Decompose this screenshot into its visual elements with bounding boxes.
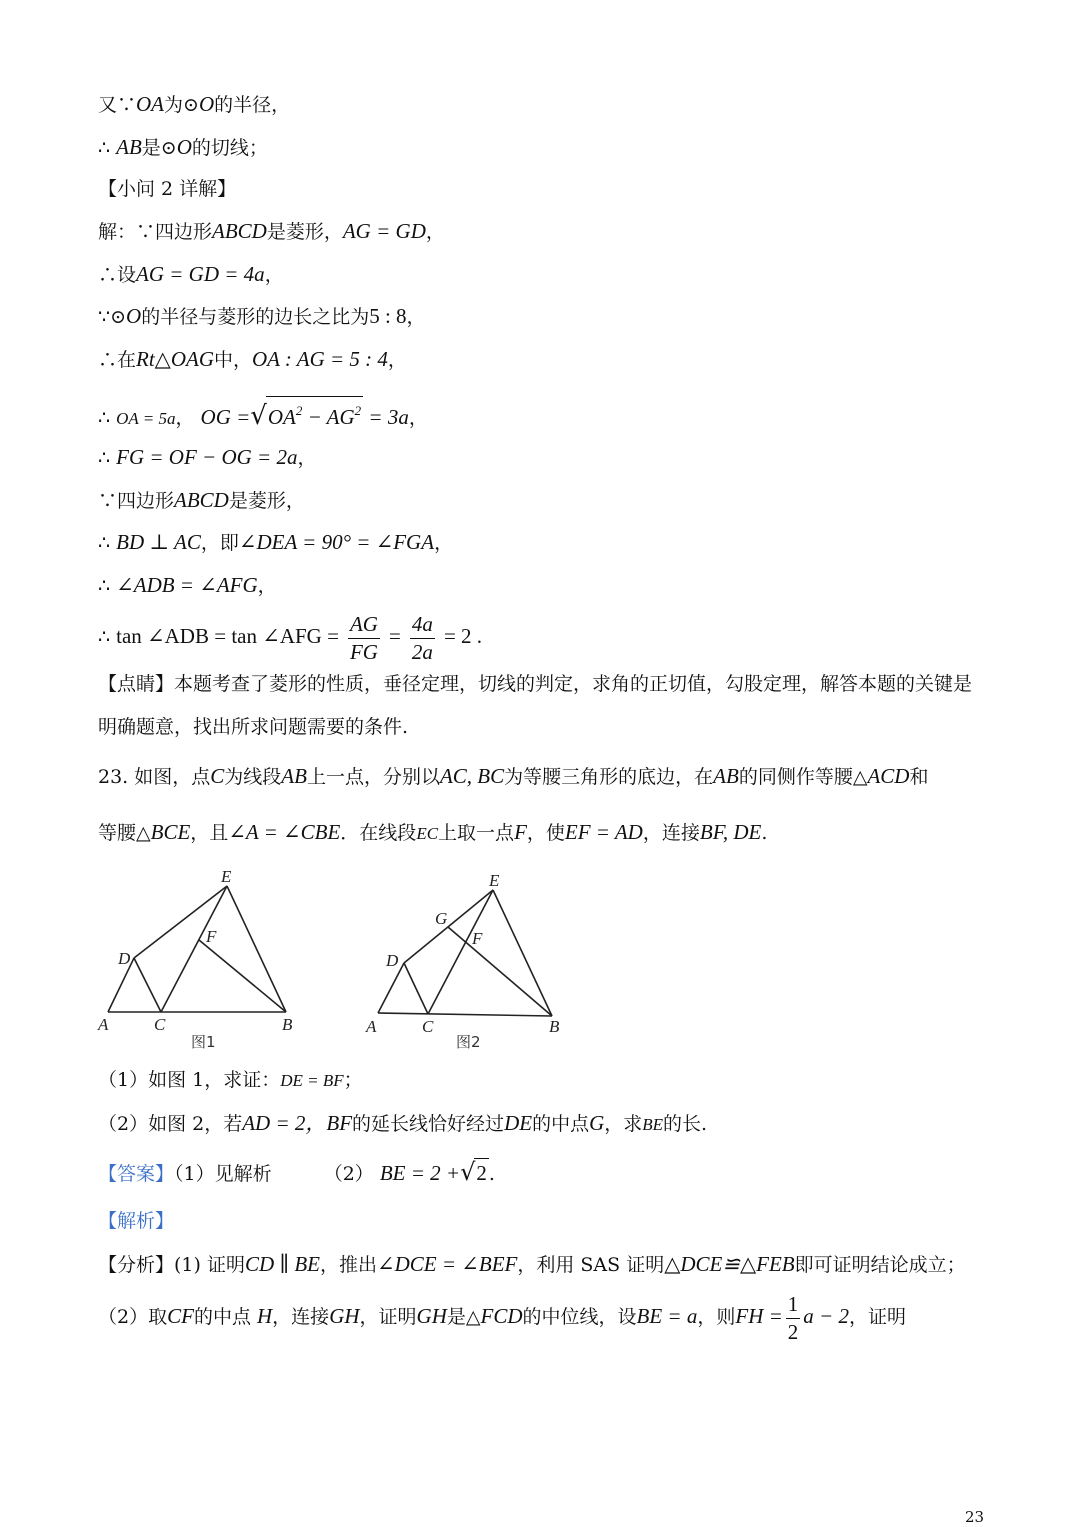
math: AB [713,764,739,788]
analysis-line [98,1288,906,1346]
text: ，证明 [848,1306,906,1328]
math: EC [416,824,439,843]
label-f: F [206,927,217,946]
text: 明确题意，找出所求问题需要的条件. [98,716,409,738]
text: 即可证明结论成立； [794,1254,966,1276]
text: ， [297,447,317,469]
label-c: C [422,1017,434,1036]
math: = [389,624,401,648]
text: ， [434,532,454,554]
text: 23. 如图，点 [98,766,211,788]
math: C [210,764,225,788]
math: AB [281,764,307,788]
text: ∴ [98,575,111,597]
text: 【分析】(1) 证明 [98,1254,245,1276]
numerator: 4a [410,611,435,639]
numerator: 1 [786,1291,801,1319]
text: 是菱形， [228,490,305,512]
label-d: D [118,949,131,968]
math: OA [267,405,296,429]
analysis-line [98,1250,966,1279]
label-e: E [221,867,232,886]
text: ∴在 [98,349,137,371]
math: O [176,135,192,159]
text: 的半径与菱形的边长之比为 [141,306,370,328]
text: ，推出 [320,1254,378,1276]
text: ．在线段 [340,822,417,844]
math: EF = AD [564,820,643,844]
problem-statement [98,818,767,848]
figure-1 [96,862,306,1037]
text: ，即 [200,532,239,554]
text: ， [406,306,426,328]
text-line [98,217,445,246]
math: AG = GD [342,219,426,243]
figure-2-diagram [362,866,572,1041]
math: BCE [150,820,191,844]
denominator: FG [349,639,378,664]
text: . [488,1163,495,1185]
math: OG = [200,405,251,429]
math: CF [167,1304,194,1328]
math: = 2 . [443,624,483,648]
text: 等腰△ [98,822,151,844]
remark-line [98,670,972,698]
question-2 [98,1109,707,1139]
label-c: C [154,1015,166,1034]
text: ， [175,407,195,429]
label-b: B [282,1015,293,1034]
fraction [786,1291,801,1346]
math: − AG [302,405,355,429]
text: 的切线； [191,137,268,159]
text: 解：∵四边形 [98,221,213,243]
denominator: 2a [411,639,433,664]
text: ， [257,575,277,597]
text: ，且 [190,822,229,844]
numerator: AG [348,611,380,639]
radicand [266,396,363,431]
text: ， [408,407,428,429]
label-d: D [386,951,399,970]
text-line [98,396,428,433]
figure-2 [362,866,572,1041]
math: AG = GD = 4a [136,262,265,286]
math: GH [416,1304,447,1328]
answer-label: 【答案】 [98,1163,175,1185]
math: ACD [867,764,910,788]
text: （1）见解析 [174,1163,272,1185]
text-line [98,133,268,162]
sqrt-icon: √ [460,1158,476,1186]
math: H [257,1304,273,1328]
math: ∠A = ∠CBE [228,820,341,844]
math: ABCD [174,488,229,512]
math: = 3a [363,405,409,429]
text: 的半径， [214,94,291,116]
remark-line [98,713,408,741]
math: BE = a [636,1304,698,1328]
text: ∴ [98,626,111,648]
text: ∴ [98,447,111,469]
text: ∴设 [98,264,137,286]
math: 2 [354,403,362,418]
text: ，求 [604,1113,643,1135]
text: ， [264,264,284,286]
text-line [98,345,407,374]
page-number: 23 [965,1508,985,1526]
text: ，利用 SAS 证明 [517,1254,665,1276]
text: . [761,822,768,844]
text: ∴ [98,137,111,159]
text: 的中点 [193,1306,251,1328]
math: ABCD [212,219,267,243]
fraction [348,611,380,666]
answer-line [98,1158,495,1188]
math: 2 [295,403,303,418]
math: FH = [735,1304,783,1328]
text: ，连接 [642,822,700,844]
text: ∴ [98,407,111,429]
analysis-heading [98,1207,174,1235]
section-heading [98,175,236,203]
math: O [126,304,142,328]
text: 【点睛】本题考查了菱形的性质，垂径定理，切线的判定，求角的正切值，勾股定理，解答本题的关键是 [98,673,973,695]
math: O [198,92,215,116]
text: （2）取 [98,1306,168,1328]
text-line [98,486,305,515]
math: F [514,820,527,844]
math: AC, BC [439,764,505,788]
math: ∠DEA = 90° = ∠FGA [238,530,435,554]
text: （2）如图 2，若 [98,1113,243,1135]
math: BD ⊥ AC [116,530,201,554]
label-g: G [435,909,448,928]
text: ，则 [697,1306,736,1328]
math: DE [504,1111,533,1135]
label-b: B [549,1017,560,1036]
math: OA = 5a [116,409,176,428]
math: Rt△OAG [136,347,214,371]
math: GH [329,1304,360,1328]
text-line [98,90,290,119]
math: BE = 2 + [379,1161,461,1185]
text: 上一点，分别以 [306,766,440,788]
figure-2-caption: 图2 [456,1033,481,1051]
text: ∵四边形 [98,490,175,512]
math: CD ∥ BE [244,1252,320,1276]
sqrt-icon: √ [250,401,267,431]
analysis-label: 【解析】 [98,1210,175,1232]
text: 上取一点 [438,822,515,844]
math: FG = OF − OG = 2a [116,445,298,469]
text: 的同侧作等腰△ [738,766,868,788]
text: ，连接 [272,1306,330,1328]
fraction [410,611,435,666]
label-e: E [489,871,500,890]
math: OA : AG = 5 : 4 [252,347,388,371]
text: 是△ [446,1306,481,1328]
text: 是菱形， [266,221,343,243]
text: 的长. [663,1113,708,1135]
math: FCD [480,1304,523,1328]
math: ∠DCE = ∠BEF [377,1252,518,1276]
math: ∠ADB = ∠AFG [116,573,258,597]
math: 5 : 8 [369,304,407,328]
text: 的中位线，设 [522,1306,637,1328]
text: （2） [323,1163,374,1185]
text: 为⊙ [164,94,199,116]
math: a − 2 [803,1304,849,1328]
math: 2 [474,1158,489,1187]
text: ∵⊙ [98,306,127,328]
text: 为线段 [224,766,282,788]
text: ， [425,221,445,243]
text: 的延长线恰好经过 [352,1113,505,1135]
label-a: A [366,1017,377,1036]
text: ， [387,349,407,371]
text: ∴ [98,532,111,554]
figure-1-diagram [96,862,306,1037]
text: ； [343,1069,363,1091]
math: BE [642,1115,664,1134]
text-line [98,443,317,472]
math: AB [116,135,142,159]
math: BF, DE [699,820,762,844]
math: G [589,1111,605,1135]
question-1 [98,1066,363,1095]
math: tan ∠ADB = tan ∠AFG = [116,624,339,648]
math: OA [136,92,165,116]
math: AD = 2，BF [242,1111,353,1135]
text: ，使 [526,822,565,844]
text-line [98,260,284,289]
text: ，证明 [359,1306,417,1328]
text: （1）如图 1，求证： [98,1069,281,1091]
text: 又∵ [98,94,137,116]
text-line [98,571,277,600]
text: 【小问 2 详解】 [98,178,237,200]
text: 为等腰三角形的底边，在 [504,766,714,788]
text-line [98,528,453,557]
text: 是⊙ [141,137,177,159]
math: △DCE≌△FEB [664,1252,795,1276]
text: 的中点 [532,1113,590,1135]
label-a: A [98,1015,109,1034]
text: 中， [214,349,253,371]
text-line [98,606,482,667]
text: 和 [909,766,929,788]
math: DE = BF [280,1071,344,1090]
problem-statement [98,762,928,791]
label-f: F [472,929,483,948]
text-line [98,302,426,331]
denominator: 2 [787,1319,799,1344]
figure-1-caption: 图1 [191,1033,216,1051]
